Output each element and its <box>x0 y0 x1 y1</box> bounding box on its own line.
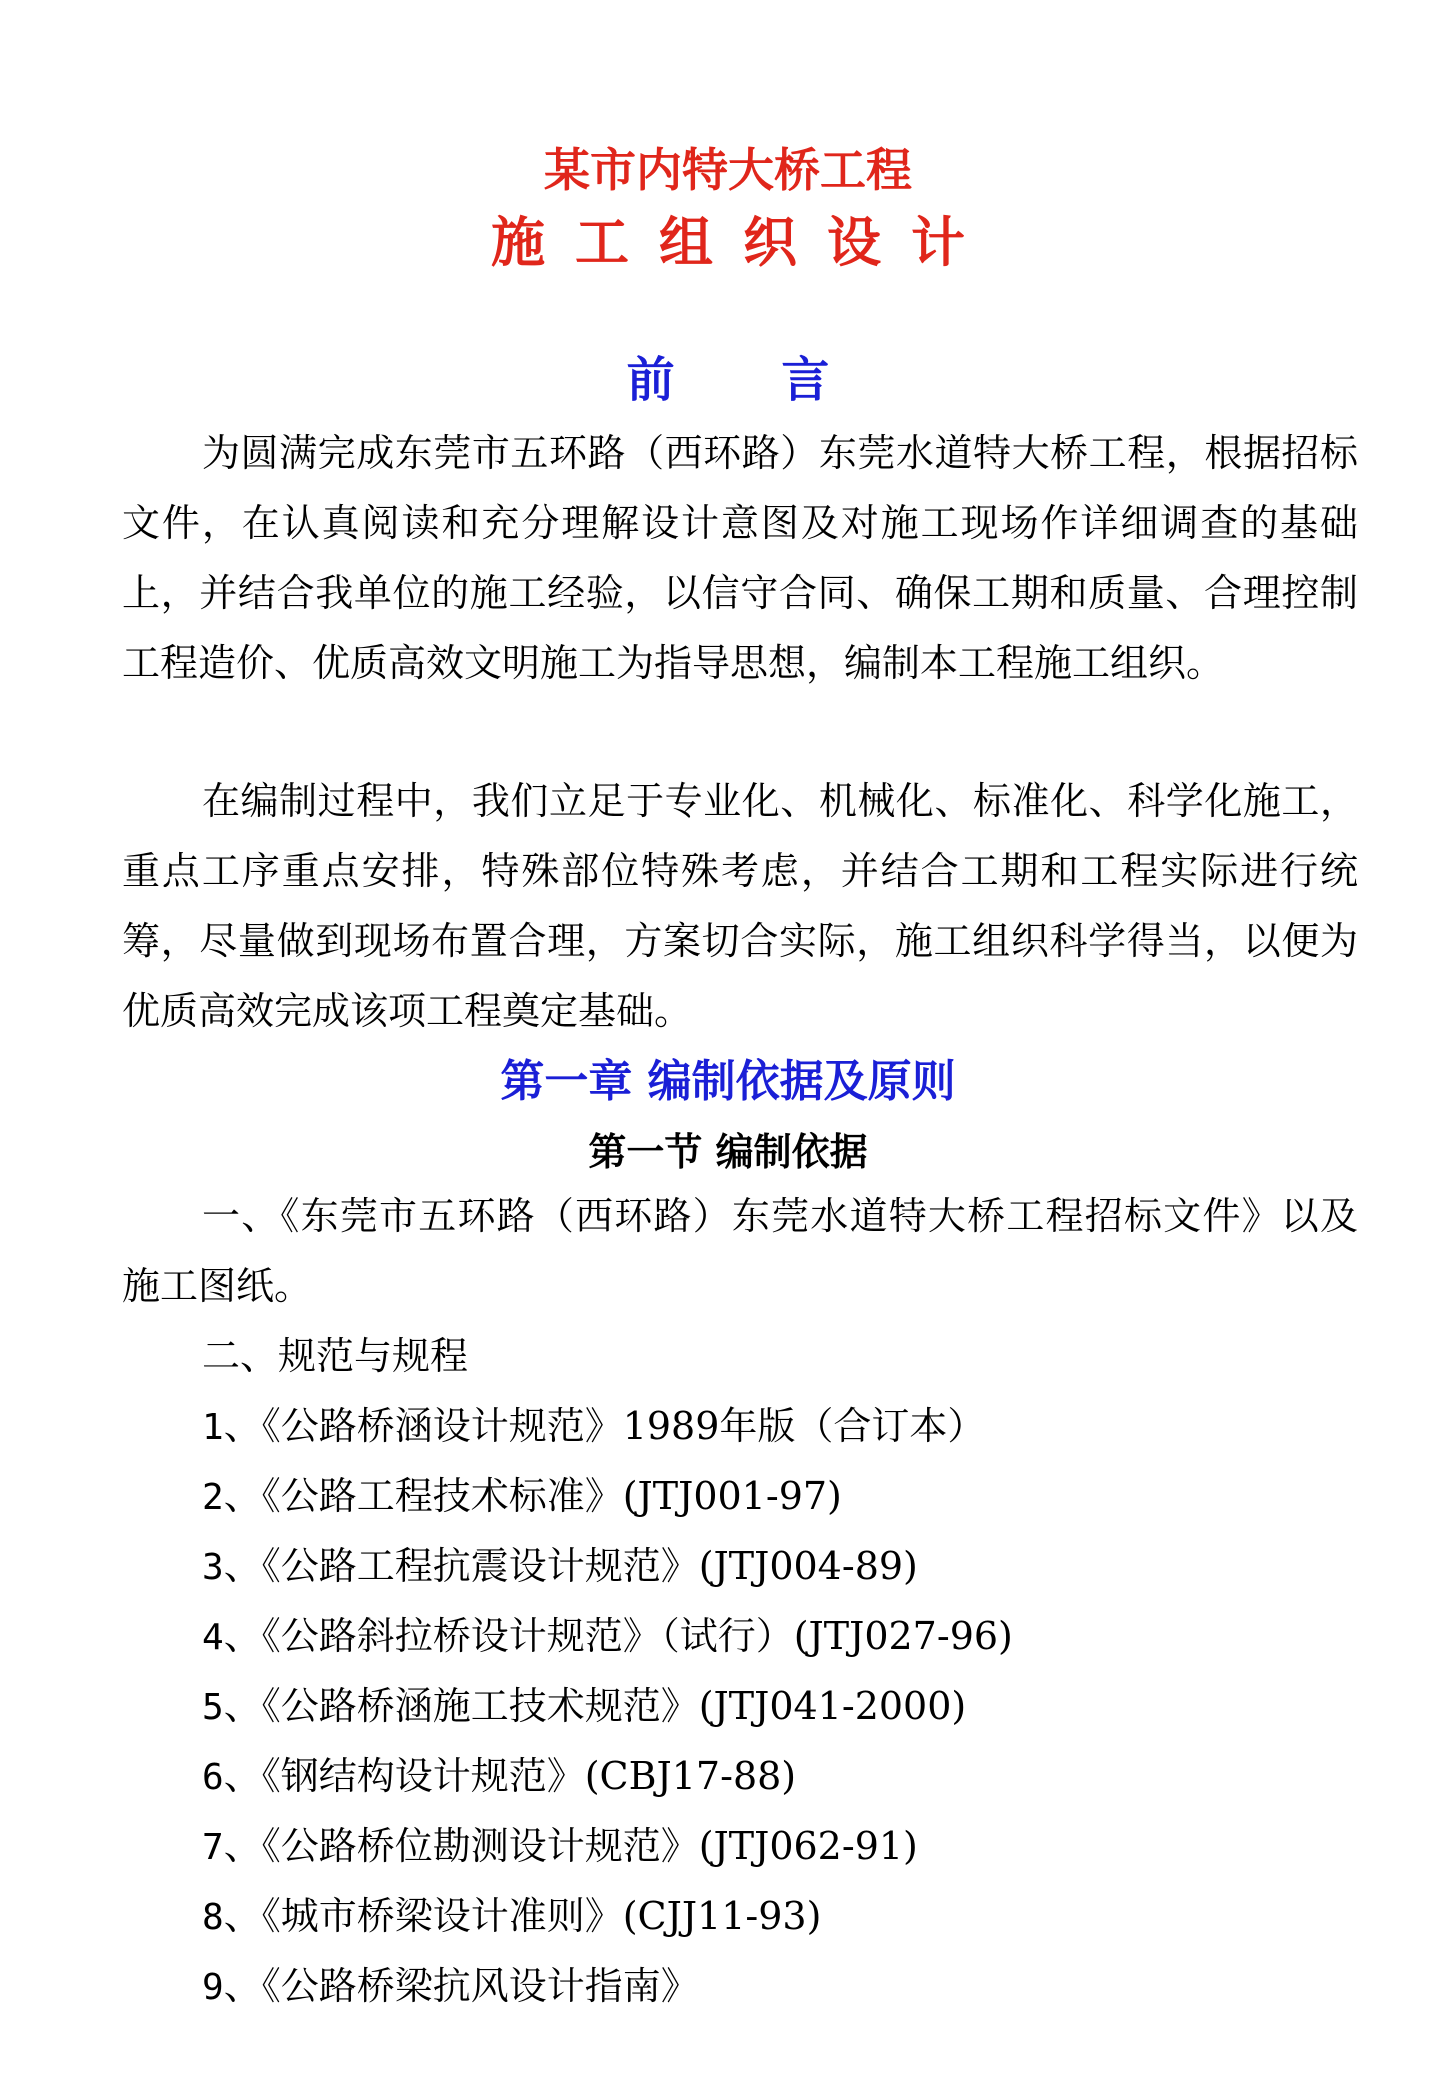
standards-list <box>202 1391 1358 2021</box>
list-item-number: 5 <box>202 1687 224 1728</box>
list-item <box>202 1951 1358 2021</box>
list-item-number: 8 <box>202 1897 224 1938</box>
preface-heading: 前 言 <box>626 352 830 408</box>
list-item-text: 、《城市桥梁设计准则》(CJJ11-93) <box>223 1894 822 1938</box>
preface-paragraph: 在编制过程中，我们立足于专业化、机械化、标准化、科学化施工，重点工序重点安排，特殊部位特殊考虑，并结合工期和工程实际进行统筹，尽量做到现场布置合理，方案切合实际，施工组织科学得当，以便为优质高效完成该项工程奠定基础。 <box>122 779 1358 1033</box>
chapter-heading: 第一章 编制依据及原则 <box>500 1056 956 1107</box>
list-item-text: 、《公路桥位勘测设计规范》(JTJ062-91) <box>223 1824 918 1868</box>
list-item <box>202 1741 1358 1811</box>
list-item-text: 、《公路工程技术标准》(JTJ001-97) <box>223 1474 842 1518</box>
list-item-number: 3 <box>202 1547 224 1588</box>
document-title: 某市内特大桥工程 <box>544 143 912 197</box>
list-item <box>202 1461 1358 1531</box>
list-item <box>202 1391 1358 1461</box>
list-item-text: 、《公路桥涵设计规范》1989年版（合订本） <box>223 1404 986 1448</box>
list-item <box>202 1811 1358 1881</box>
list-item <box>202 1531 1358 1601</box>
list-item-text: 、《公路工程抗震设计规范》(JTJ004-89) <box>223 1544 918 1588</box>
basis-item: 一、《东莞市五环路（西环路）东莞水道特大桥工程招标文件》以及施工图纸。 <box>122 1194 1358 1308</box>
list-item-number: 4 <box>202 1617 224 1658</box>
list-item-text: 、《钢结构设计规范》(CBJ17-88) <box>223 1754 797 1798</box>
list-item <box>202 1671 1358 1741</box>
list-item-text: 、《公路桥涵施工技术规范》(JTJ041-2000) <box>223 1684 967 1728</box>
list-item-number: 9 <box>202 1967 224 2008</box>
basis-item: 二、规范与规程 <box>202 1334 469 1378</box>
list-item-number: 1 <box>202 1407 224 1448</box>
list-item <box>202 1881 1358 1951</box>
document-subtitle: 施工组织设计 <box>491 210 995 274</box>
list-item-text: 、《公路桥梁抗风设计指南》 <box>223 1964 699 2008</box>
list-item <box>202 1601 1358 1671</box>
section-heading: 第一节 编制依据 <box>588 1129 868 1174</box>
preface-paragraph: 为圆满完成东莞市五环路（西环路）东莞水道特大桥工程，根据招标文件，在认真阅读和充分理解设计意图及对施工现场作详细调查的基础上，并结合我单位的施工经验，以信守合同、确保工期和质量、合理控制工程造价、优质高效文明施工为指导思想，编制本工程施工组织。 <box>122 431 1358 685</box>
list-item-number: 6 <box>202 1757 224 1798</box>
list-item-text: 、《公路斜拉桥设计规范》（试行）(JTJ027-96) <box>223 1614 1013 1658</box>
list-item-number: 2 <box>202 1477 224 1518</box>
list-item-number: 7 <box>202 1827 224 1868</box>
